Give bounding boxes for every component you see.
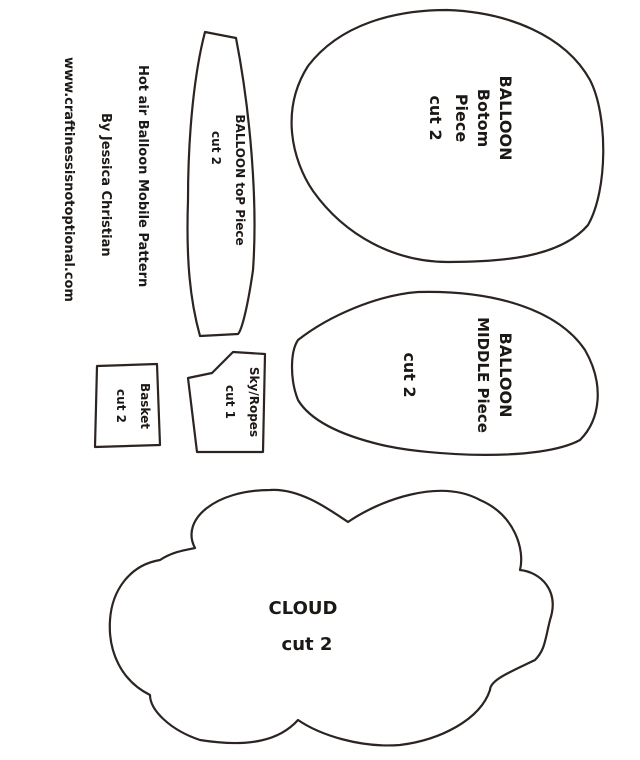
sky-ropes-line1: Sky/Ropes [247,366,261,438]
balloon-middle-line1: BALLOON [496,332,515,418]
balloon-bottom-line2: Botom [474,88,493,148]
credit-author: By Jessica Christian [98,113,113,257]
sky-ropes-line2: cut 1 [223,385,237,419]
cloud-line1: CLOUD [268,598,338,619]
basket-line2: cut 2 [114,389,128,423]
credit-website: www.craftinessisnotoptional.com [61,57,76,302]
balloon-bottom-line3: Piece [452,93,471,143]
balloon-middle-line3: cut 2 [400,352,419,398]
balloon-top-line1: BALLOON toP Piece [233,114,247,246]
balloon-bottom-line1: BALLOON [496,75,515,161]
balloon-bottom-line4: cut 2 [426,95,445,141]
balloon-top-line2: cut 2 [209,131,223,165]
balloon-middle-line2: MIDDLE Piece [474,317,492,433]
basket-line1: Basket [138,383,152,429]
balloon-bottom-piece-outline [292,10,604,262]
balloon-middle-piece-outline [292,292,598,455]
cloud-line2: cut 2 [281,634,333,655]
credit-title: Hot air Balloon Mobile Pattern [135,65,150,288]
